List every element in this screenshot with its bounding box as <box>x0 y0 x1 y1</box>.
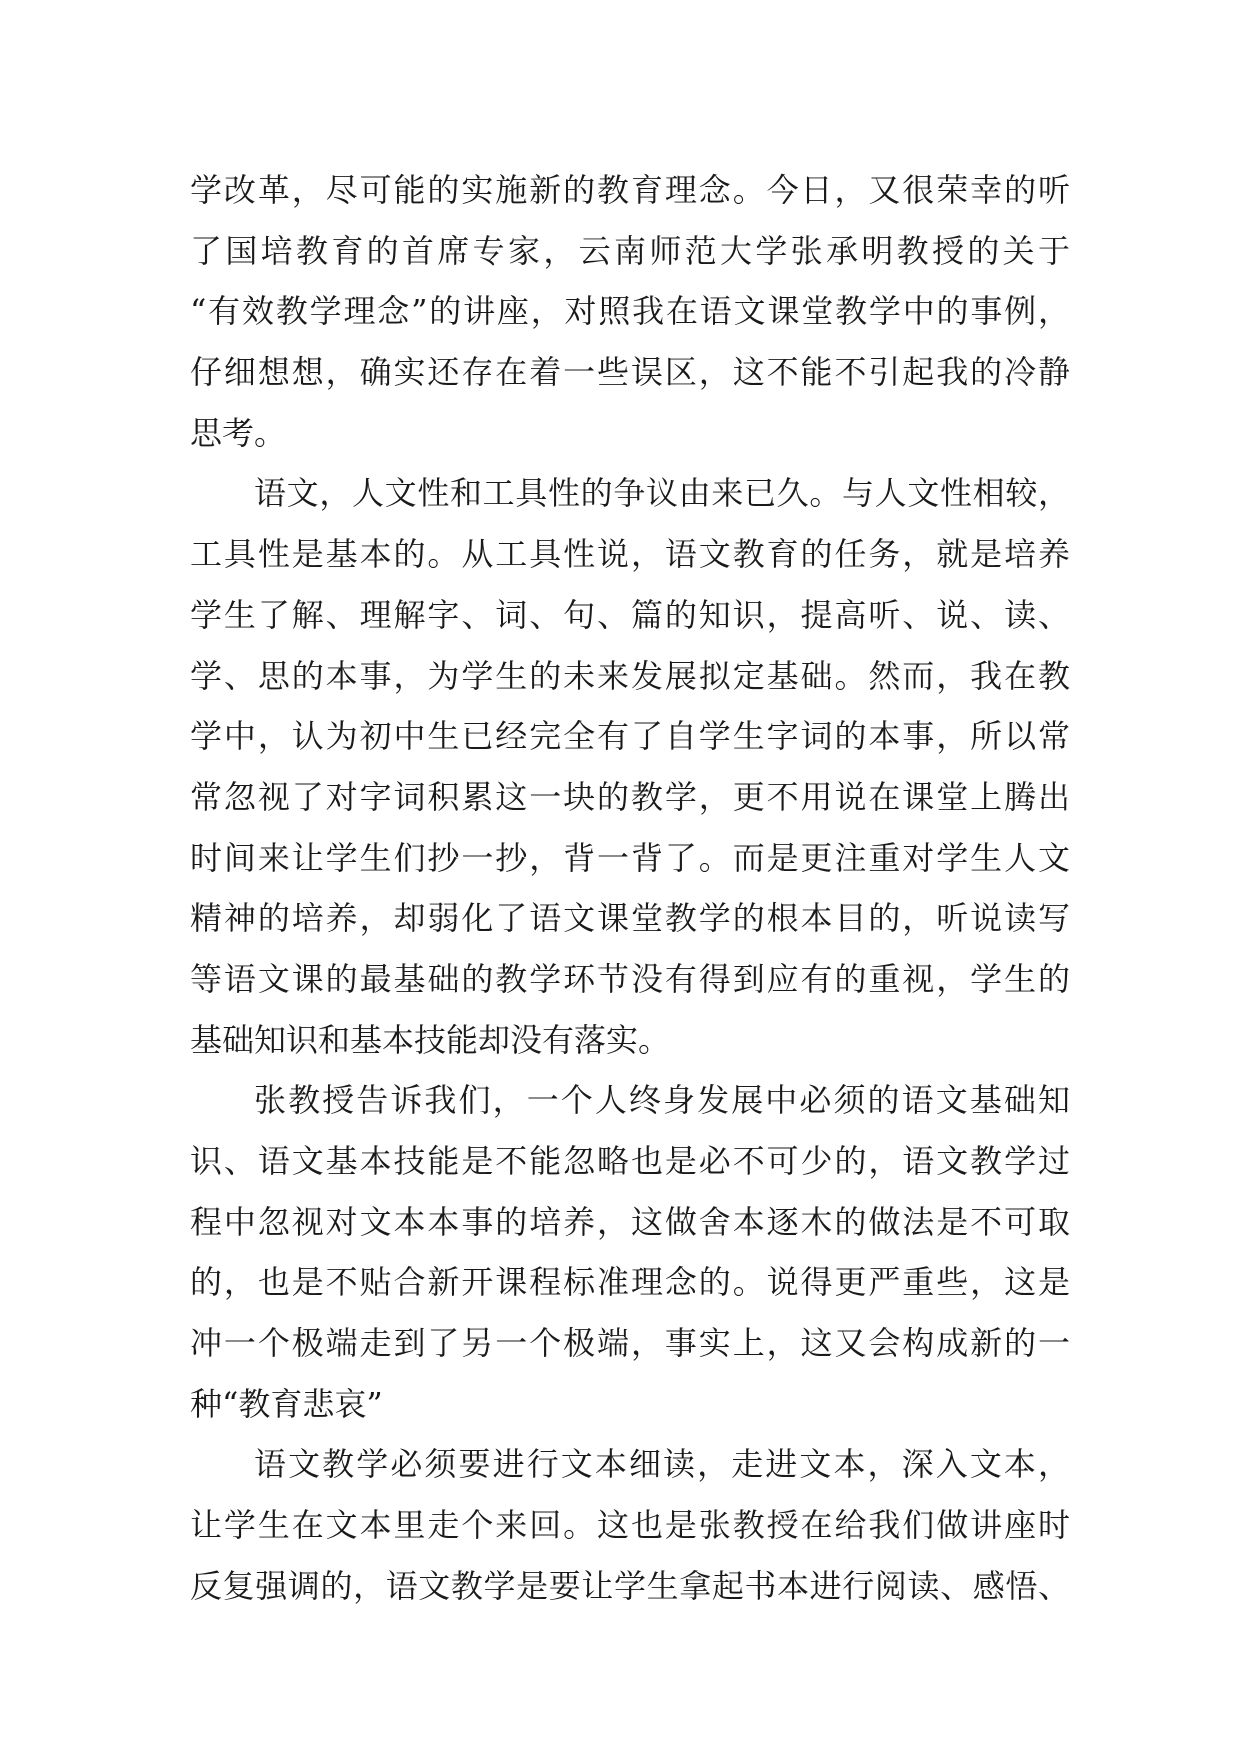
text-line: 冲一个极端走到了另一个极端，事实上，这又会构成新的一 <box>190 1324 1070 1363</box>
text-line: “有效教学理念”的讲座，对照我在语文课堂教学中的事例， <box>190 292 1070 331</box>
text-line: 等语文课的最基础的教学环节没有得到应有的重视，学生的 <box>190 959 1070 998</box>
text-line: 时间来让学生们抄一抄，背一背了。而是更注重对学生人文 <box>190 838 1070 877</box>
text-line: 仔细想想，确实还存在着一些误区，这不能不引起我的冷静 <box>190 353 1070 392</box>
text-line: 工具性是基本的。从工具性说，语文教育的任务，就是培养 <box>190 535 1070 574</box>
text-line: 识、语文基本技能是不能忽略也是必不可少的，语文教学过 <box>190 1142 1070 1180</box>
text-line: 让学生在文本里走个来回。这也是张教授在给我们做讲座时 <box>190 1506 1070 1545</box>
text-line: 学中，认为初中生已经完全有了自学生字词的本事，所以常 <box>190 717 1070 756</box>
text-line: 精神的培养，却弱化了语文课堂教学的根本目的，听说读写 <box>190 899 1070 938</box>
text-line: 学生了解、理解字、词、句、篇的知识，提高听、说、读、 <box>190 595 1070 634</box>
text-line: 语文，人文性和工具性的争议由来已久。与人文性相较， <box>254 474 1070 513</box>
text-line: 基础知识和基本技能却没有落实。 <box>190 1020 671 1059</box>
text-line: 常忽视了对字词积累这一块的教学，更不用说在课堂上腾出 <box>190 777 1070 816</box>
text-line: 反复强调的，语文教学是要让学生拿起书本进行阅读、感悟、 <box>190 1566 1070 1605</box>
text-line: 思考。 <box>190 413 287 452</box>
text-line: 语文教学必须要进行文本细读，走进文本，深入文本， <box>254 1445 1070 1484</box>
text-line: 程中忽视对文本本事的培养，这做舍本逐木的做法是不可取 <box>190 1202 1070 1241</box>
text-line: 种“教育悲哀” <box>190 1384 383 1423</box>
text-line: 了国培教育的首席专家，云南师范大学张承明教授的关于 <box>190 231 1070 270</box>
text-line: 张教授告诉我们，一个人终身发展中必须的语文基础知 <box>254 1081 1070 1120</box>
text-line: 学改革，尽可能的实施新的教育理念。今日，又很荣幸的听 <box>190 171 1070 209</box>
text-line: 学、思的本事，为学生的未来发展拟定基础。然而，我在教 <box>190 656 1070 695</box>
body-text <box>190 160 1070 1617</box>
text-line: 的，也是不贴合新开课程标准理念的。说得更严重些，这是 <box>190 1263 1070 1302</box>
